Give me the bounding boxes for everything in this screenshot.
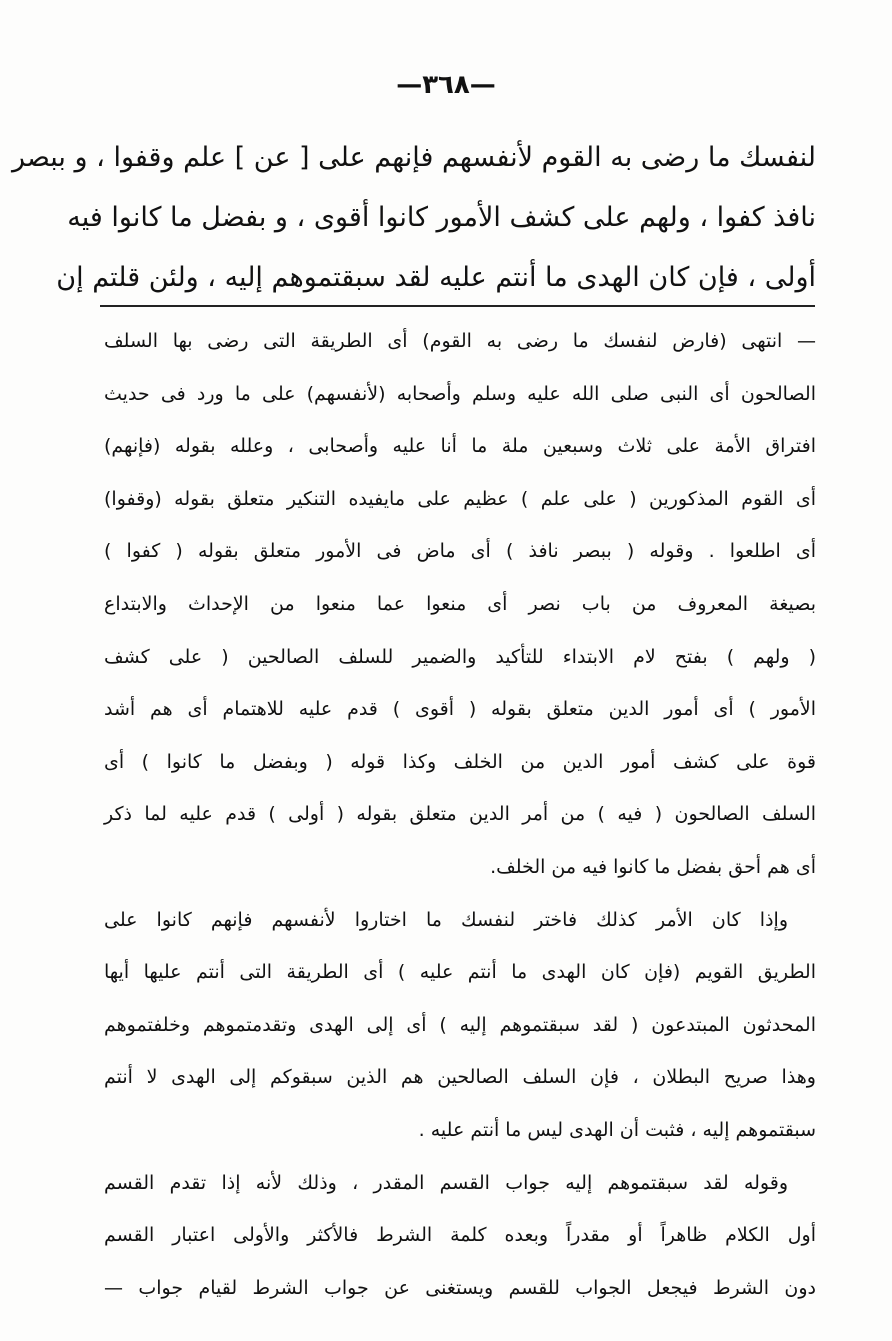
commentary-line: بصيغة المعروف من باب نصر أى منعوا عما منعوا من الإحداث والابتداع: [104, 592, 816, 615]
commentary-line: أى هم أحق بفضل ما كانوا فيه من الخلف.: [490, 855, 816, 878]
commentary-line: المحدثون المبتدعون ( لقد سبقتموهم إليه ) أى إلى الهدى وتقدمتموهم وخلفتموهم: [104, 1013, 816, 1036]
main-text-line: أولى ، فإن كان الهدى ما أنتم عليه لقد سبقتموهم إليه ، ولئن قلتم إن: [56, 262, 816, 293]
page-number: —٣٦٨—: [396, 70, 496, 100]
commentary-line: أى القوم المذكورين ( على علم ) عظيم على مايفيده التنكير متعلق بقوله (وقفوا): [104, 487, 816, 510]
commentary-line: الصالحون أى النبى صلى الله عليه وسلم وأصحابه (لأنفسهم) على ما ورد فى حديث: [104, 382, 816, 405]
commentary-line: السلف الصالحون ( فيه ) من أمر الدين متعلق بقوله ( أولى ) قدم عليه لما ذكر: [104, 803, 816, 826]
commentary-line: دون الشرط فيجعل الجواب للقسم ويستغنى عن جواب الشرط لقيام جواب —: [104, 1276, 816, 1299]
section-divider: [100, 305, 815, 307]
main-text-line: لنفسك ما رضى به القوم لأنفسهم فإنهم على [ عن ] علم وقفوا ، و ببصر: [11, 142, 816, 173]
commentary-line: الأمور ) أى أمور الدين متعلق بقوله ( أقوى ) قدم عليه للاهتمام أى هم أشد: [104, 698, 816, 721]
commentary-text: [104, 315, 816, 1314]
commentary-line: وقوله لقد سبقتموهم إليه جواب القسم المقدر ، وذلك لأنه إذا تقدم القسم: [104, 1171, 788, 1194]
main-text-line: نافذ كفوا ، ولهم على كشف الأمور كانوا أقوى ، و بفضل ما كانوا فيه: [67, 202, 816, 233]
commentary-line: وهذا صريح البطلان ، فإن السلف الصالحين هم الذين سبقوكم إلى الهدى لا أنتم: [104, 1066, 816, 1089]
commentary-line: افتراق الأمة على ثلاث وسبعين ملة ما أنا عليه وأصحابى ، وعلله بقوله (فإنهم): [104, 435, 816, 458]
commentary-line: قوة على كشف أمور الدين من الخلف وكذا قوله ( وبفضل ما كانوا ) أى: [104, 750, 816, 773]
commentary-line: أى اطلعوا . وقوله ( ببصر نافذ ) أى ماض فى الأمور متعلق بقوله ( كفوا ): [104, 540, 816, 563]
main-text: [11, 128, 816, 308]
commentary-line: الطريق القويم (فإن كان الهدى ما أنتم عليه ) أى الطريقة التى أنتم عليها أيها: [104, 961, 816, 984]
commentary-line: سبقتموهم إليه ، فثبت أن الهدى ليس ما أنتم عليه .: [418, 1118, 816, 1141]
commentary-line: وإذا كان الأمر كذلك فاختر لنفسك ما اختاروا لأنفسهم فإنهم كانوا على: [104, 908, 788, 931]
commentary-line: — انتهى (فارض لنفسك ما رضى به القوم) أى الطريقة التى رضى بها السلف: [104, 330, 816, 352]
commentary-line: أول الكلام ظاهراً أو مقدراً وبعده كلمة الشرط فالأكثر والأولى اعتبار القسم: [104, 1224, 816, 1247]
commentary-line: ( ولهم ) بفتح لام الابتداء للتأكيد والضمير للسلف الصالحين ( على كشف: [104, 645, 816, 668]
